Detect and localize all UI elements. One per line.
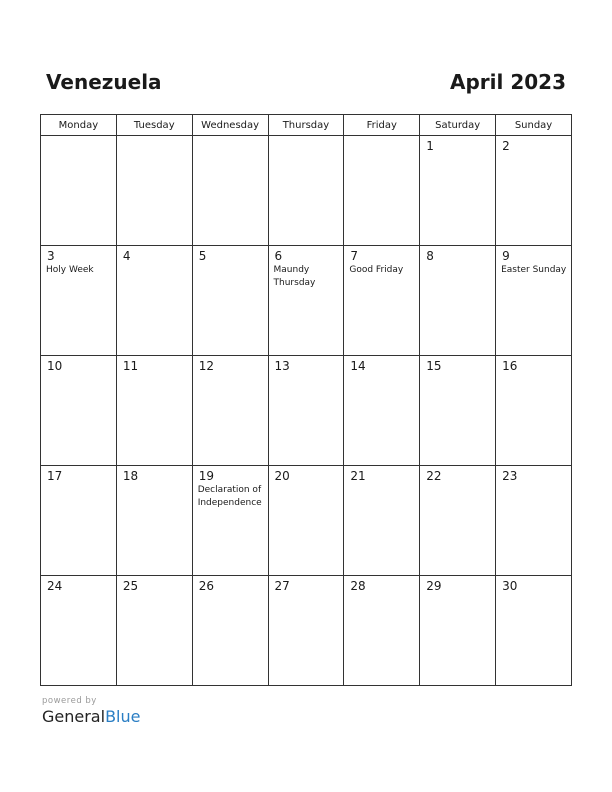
day-number: 14 <box>350 359 366 373</box>
day-cell <box>116 466 192 576</box>
day-number: 6 <box>274 249 283 263</box>
day-cell <box>268 136 344 246</box>
calendar-header <box>46 70 566 100</box>
day-cell <box>268 246 344 356</box>
day-cell <box>41 136 117 246</box>
day-cell <box>116 356 192 466</box>
weekday-header: Tuesday <box>116 115 192 136</box>
holiday-label: Easter Sunday <box>501 265 567 275</box>
day-cell <box>420 136 496 246</box>
day-cell <box>420 246 496 356</box>
powered-by-text: powered by <box>42 696 97 706</box>
day-cell <box>268 576 344 686</box>
weekday-header: Monday <box>41 115 117 136</box>
day-cell <box>420 356 496 466</box>
day-number: 3 <box>47 249 55 263</box>
calendar-body <box>41 136 572 686</box>
day-cell <box>41 356 117 466</box>
day-number: 24 <box>47 579 63 593</box>
day-cell <box>116 576 192 686</box>
day-number: 23 <box>502 469 518 483</box>
day-number: 27 <box>274 579 290 593</box>
holiday-label: Holy Week <box>46 265 94 275</box>
day-number: 16 <box>502 359 518 373</box>
day-number: 5 <box>198 249 207 263</box>
day-cell <box>496 356 572 466</box>
day-number: 25 <box>122 579 139 593</box>
day-cell <box>344 246 420 356</box>
day-cell <box>41 246 117 356</box>
day-cell <box>496 136 572 246</box>
day-cell <box>192 576 268 686</box>
day-cell <box>420 576 496 686</box>
holiday-label: Good Friday <box>349 265 404 275</box>
day-number: 21 <box>350 469 366 483</box>
weekday-header: Wednesday <box>192 115 268 136</box>
country-title: Venezuela <box>46 70 162 94</box>
calendar-grid <box>40 114 572 686</box>
brand-blue: Blue <box>105 707 141 726</box>
day-number: 1 <box>426 139 434 153</box>
holiday-label: Declaration of Independence <box>197 485 262 508</box>
day-cell <box>116 246 192 356</box>
week-row <box>41 246 572 356</box>
day-number: 10 <box>47 359 63 373</box>
day-cell <box>192 356 268 466</box>
weekday-header: Saturday <box>420 115 496 136</box>
weekday-header-row <box>41 115 572 136</box>
day-cell <box>344 466 420 576</box>
day-cell <box>344 356 420 466</box>
week-row <box>41 356 572 466</box>
calendar-table <box>40 114 572 686</box>
brand-logo <box>42 707 140 726</box>
week-row <box>41 576 572 686</box>
day-number: 30 <box>502 579 518 593</box>
day-cell <box>192 246 268 356</box>
day-cell <box>268 466 344 576</box>
day-number: 12 <box>198 359 214 373</box>
day-cell <box>420 466 496 576</box>
day-number: 8 <box>426 249 434 263</box>
brand-general: General <box>42 707 106 726</box>
day-cell <box>496 466 572 576</box>
day-cell <box>268 356 344 466</box>
day-number: 26 <box>198 579 214 593</box>
day-cell <box>496 576 572 686</box>
weekday-header: Thursday <box>268 115 344 136</box>
weekday-header: Friday <box>344 115 420 136</box>
week-row <box>41 136 572 246</box>
day-cell <box>344 576 420 686</box>
month-title: April 2023 <box>450 70 566 94</box>
day-number: 29 <box>426 579 442 593</box>
day-number: 13 <box>274 359 290 373</box>
day-cell <box>192 466 268 576</box>
day-number: 2 <box>502 139 510 153</box>
day-number: 7 <box>350 249 359 263</box>
day-number: 11 <box>122 359 139 373</box>
day-number: 18 <box>122 469 139 483</box>
footer-branding <box>42 696 140 726</box>
holiday-label: Maundy Thursday <box>273 265 316 288</box>
day-cell <box>344 136 420 246</box>
day-cell <box>192 136 268 246</box>
week-row <box>41 466 572 576</box>
day-number: 4 <box>122 249 131 263</box>
day-number: 17 <box>47 469 63 483</box>
weekday-header: Sunday <box>496 115 572 136</box>
day-cell <box>496 246 572 356</box>
day-cell <box>116 136 192 246</box>
day-number: 28 <box>350 579 366 593</box>
day-number: 20 <box>274 469 290 483</box>
day-number: 22 <box>426 469 442 483</box>
day-number: 9 <box>502 249 510 263</box>
day-number: 19 <box>198 469 214 483</box>
day-cell <box>41 576 117 686</box>
day-cell <box>41 466 117 576</box>
day-number: 15 <box>426 359 442 373</box>
